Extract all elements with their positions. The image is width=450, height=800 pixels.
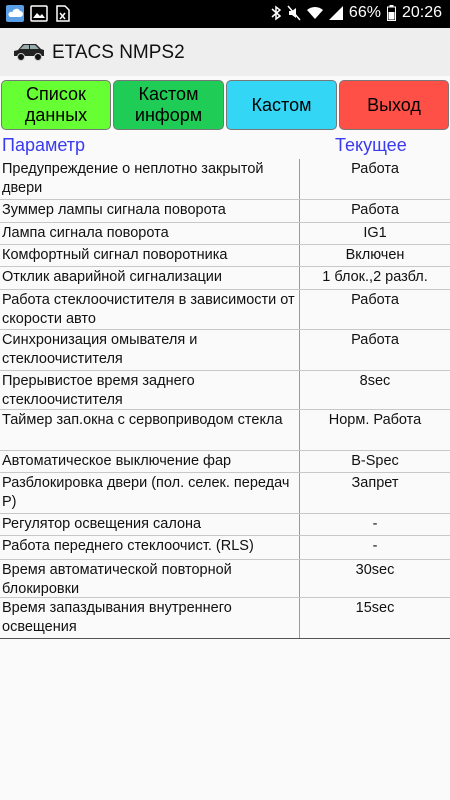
bluetooth-icon	[271, 5, 281, 21]
row-value: B-Spec	[351, 453, 399, 469]
table-row[interactable]	[0, 514, 450, 536]
row-parameter: Время запаздывания внутреннего освещения	[0, 598, 300, 638]
row-value: 1 блок.,2 разбл.	[322, 269, 428, 285]
row-parameter: Предупреждение о неплотно закрытой двери	[0, 159, 300, 199]
table-row[interactable]	[0, 371, 450, 410]
weather-cloud-icon	[6, 5, 24, 22]
custom-button[interactable]: Кастом	[226, 80, 337, 130]
data-list-button[interactable]: Список данных	[1, 80, 111, 130]
row-value: -	[372, 538, 378, 554]
row-parameter: Отклик аварийной сигнализации	[0, 267, 300, 289]
row-parameter: Разблокировка двери (пол. селек. передач P)	[0, 473, 300, 513]
row-parameter: Автоматическое выключение фар	[0, 451, 300, 472]
row-value: Включен	[345, 247, 405, 263]
table-row[interactable]	[0, 223, 450, 245]
mute-icon	[287, 5, 301, 21]
notification-icons	[6, 5, 72, 22]
table-row[interactable]	[0, 536, 450, 560]
row-value: -	[372, 516, 378, 532]
image-icon	[30, 5, 48, 22]
row-parameter: Работа стеклоочистителя в зависимости от скорости авто	[0, 290, 300, 329]
table-row[interactable]	[0, 330, 450, 371]
battery-percentage: 66%	[348, 4, 381, 21]
table-row[interactable]	[0, 410, 450, 451]
row-value: 15sec	[355, 600, 395, 616]
row-parameter: Таймер зап.окна с сервоприводом стекла	[0, 410, 300, 450]
row-value: Запрет	[351, 475, 399, 491]
car-icon	[12, 42, 46, 62]
excel-file-icon	[54, 5, 72, 22]
table-header	[0, 135, 450, 159]
row-value: Норм. Работа	[328, 412, 422, 428]
row-value: Работа	[351, 332, 399, 348]
table-row[interactable]	[0, 451, 450, 473]
row-parameter: Регулятор освещения салона	[0, 514, 300, 535]
row-value: 30sec	[355, 562, 395, 578]
signal-icon	[329, 6, 343, 20]
row-parameter: Прерывистое время заднего стеклоочистителя	[0, 371, 300, 409]
wifi-icon	[307, 6, 323, 20]
row-value: 8sec	[359, 373, 391, 389]
table-row[interactable]	[0, 290, 450, 330]
clock: 20:26	[401, 4, 442, 21]
row-parameter: Работа переднего стеклоочист. (RLS)	[0, 536, 300, 559]
table-row[interactable]	[0, 159, 450, 200]
row-value: IG1	[363, 225, 387, 241]
table-row[interactable]	[0, 560, 450, 598]
app-title: ETACS NMPS2	[52, 42, 185, 63]
table-row[interactable]	[0, 598, 450, 639]
row-parameter: Комфортный сигнал поворотника	[0, 245, 300, 266]
row-parameter: Синхронизация омывателя и стеклоочистителя	[0, 330, 300, 370]
custom-info-button[interactable]: Кастом информ	[113, 80, 224, 130]
table-row[interactable]	[0, 473, 450, 514]
row-parameter: Лампа сигнала поворота	[0, 223, 300, 244]
column-header-current: Текущее	[335, 135, 407, 155]
row-value: Работа	[351, 292, 399, 308]
button-bar	[0, 80, 450, 132]
table-row[interactable]	[0, 200, 450, 223]
row-value: Работа	[351, 202, 399, 218]
battery-icon	[387, 5, 396, 21]
row-parameter: Время автоматической повторной блокировки	[0, 560, 300, 597]
row-parameter: Зуммер лампы сигнала поворота	[0, 200, 300, 222]
column-header-parameter: Параметр	[2, 135, 86, 155]
row-value: Работа	[351, 161, 399, 177]
table-row[interactable]	[0, 245, 450, 267]
exit-button[interactable]: Выход	[339, 80, 449, 130]
system-status	[271, 4, 442, 22]
settings-table	[0, 159, 450, 639]
app-bar	[0, 28, 450, 76]
status-bar	[0, 0, 450, 28]
table-row[interactable]	[0, 267, 450, 290]
